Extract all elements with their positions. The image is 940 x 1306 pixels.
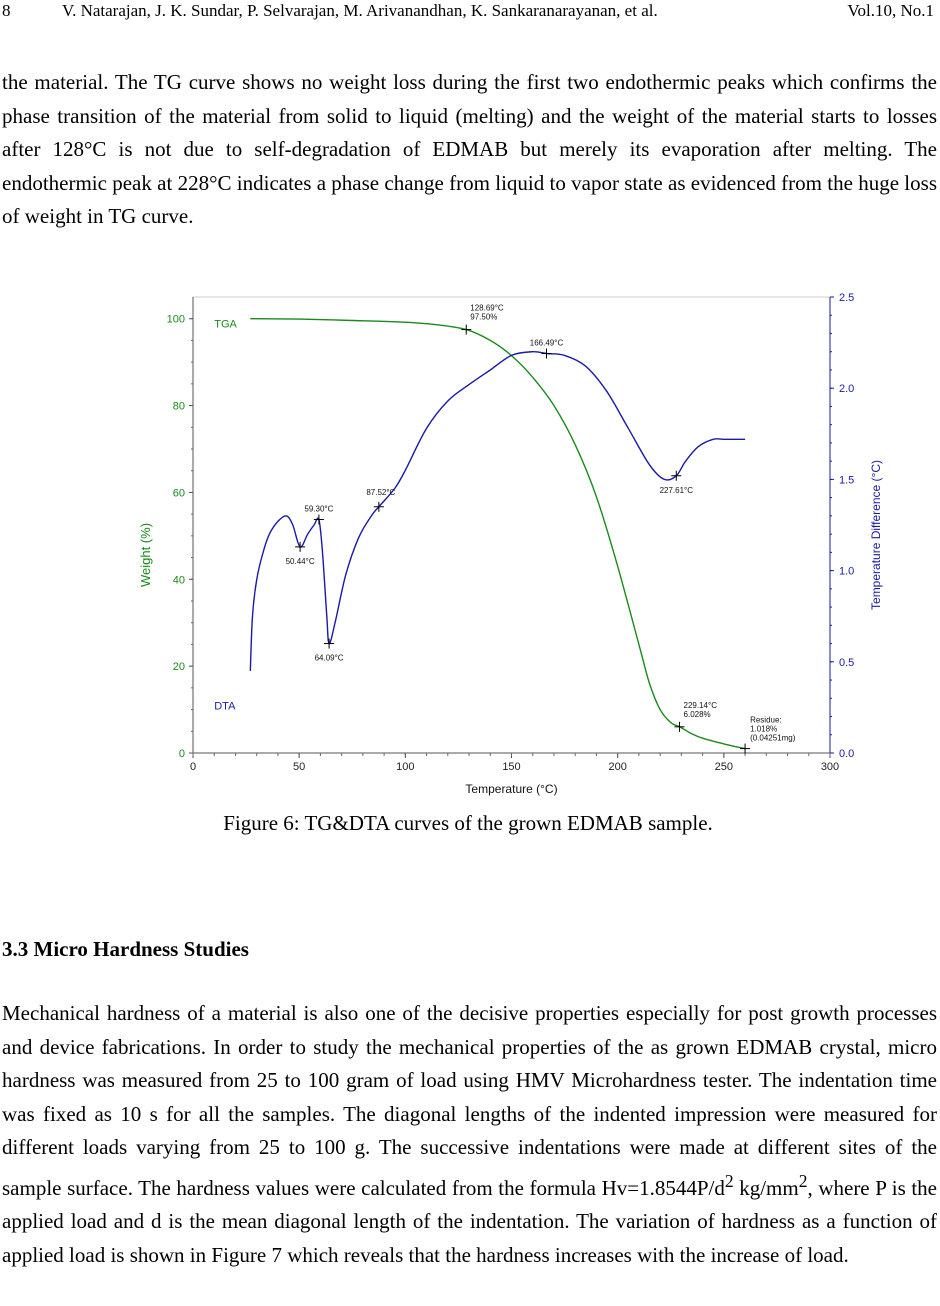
body-paragraph-2 [2, 997, 937, 1272]
y2-tick-label: 2.0 [839, 383, 855, 396]
series-label: DTA [214, 700, 236, 713]
figure-tg-dta [130, 285, 890, 805]
running-head [0, 0, 936, 24]
running-head-volume: Vol.10, No.1 [847, 1, 934, 20]
y2-axis-title: Temperature Difference (°C) [869, 460, 883, 610]
y-tick-label: 60 [172, 487, 185, 500]
annotation-label: 50.44°C [285, 556, 315, 566]
y2-tick-label: 0.5 [839, 656, 855, 669]
figure-caption: Figure 6: TG&DTA curves of the grown EDMAB sample. [223, 811, 713, 835]
plot-frame [193, 297, 830, 753]
tg-dta-chart [130, 285, 890, 805]
x-tick-label: 300 [820, 761, 840, 773]
superscript-2: 2 [798, 1170, 808, 1191]
y2-tick-label: 1.0 [839, 565, 855, 578]
page-number: 8 [2, 1, 11, 20]
annotation-label: 1.018% [750, 724, 778, 734]
body-paragraph-1: the material. The TG curve shows no weight loss during the first two endothermic peaks which confirms the phase transition of the material from solid to liquid (melting) and the weight of the material starts to losses after 128°C is not due to self-degradation of EDMAB but merely its evaporation after melting. The endothermic peak at 228°C indicates a phase change from liquid to vapor state as evidenced from the huge loss of weight in TG curve. [2, 70, 937, 228]
y-tick-label: 40 [172, 574, 185, 587]
y-tick-label: 100 [166, 313, 185, 326]
annotation-label: 87.52°C [366, 487, 396, 497]
paragraph-2-text-a: Mechanical hardness of a material is also one of the decisive properties especially for post growth processes and device fabrications. In order to study the mechanical properties of the as grown EDMAB crystal, micro hardness was measured from 25 to 100 gram of load using HMV Microhardness tester. The indentation time was fixed as 10 s for all the samples. The diagonal lengths of the indented impression were measured for different loads varying from 25 to 100 g. The successive indentations were made at different sites of the sample surface. The hardness values were calculated from the formula Hv=1.8544P/d [2, 1001, 937, 1200]
x-tick-label: 200 [608, 761, 627, 773]
annotation-label: (0.04251mg) [750, 733, 796, 743]
series-label: TGA [214, 318, 237, 331]
y2-tick-label: 0.0 [839, 748, 855, 760]
section-heading: 3.3 Micro Hardness Studies [2, 937, 249, 961]
annotation-label: 59.30°C [304, 504, 334, 514]
superscript-1: 2 [724, 1170, 734, 1191]
series-line-tga [250, 319, 745, 749]
y-axis-title: Weight (%) [138, 522, 153, 588]
x-tick-label: 100 [396, 761, 415, 773]
y-tick-label: 0 [178, 748, 185, 760]
x-tick-label: 0 [189, 761, 197, 773]
y-tick-label: 20 [172, 661, 185, 674]
paragraph-2-text-b: kg/mm [733, 1175, 799, 1200]
annotation-label: 227.61°C [659, 485, 694, 495]
annotation-label: 229.14°C [683, 700, 717, 710]
y2-tick-label: 2.5 [839, 292, 855, 304]
running-head-authors: V. Natarajan, J. K. Sundar, P. Selvarajan, M. Arivanandhan, K. Sankaranarayanan, et al. [62, 1, 658, 20]
annotation-label: 97.50% [470, 312, 498, 322]
x-tick-label: 250 [714, 761, 734, 773]
paragraph-2-text-c: , where P is the applied load and d is the mean diagonal length of the indentation. The variation of hardness as a function of applied load is shown in Figure 7 which reveals that the hardness increases with the increase of load. [2, 1175, 937, 1267]
annotation-label: 64.09°C [314, 653, 344, 663]
annotation-label: 6.028% [683, 709, 711, 719]
x-tick-label: 50 [293, 761, 306, 773]
annotation-label: Residue: [750, 715, 782, 725]
annotation-label: 128.69°C [470, 303, 504, 313]
annotation-label: 166.49°C [529, 338, 564, 348]
x-axis-title: Temperature (°C) [465, 782, 558, 796]
y-tick-label: 80 [172, 400, 185, 413]
x-tick-label: 150 [502, 761, 521, 773]
y2-tick-label: 1.5 [839, 474, 855, 487]
